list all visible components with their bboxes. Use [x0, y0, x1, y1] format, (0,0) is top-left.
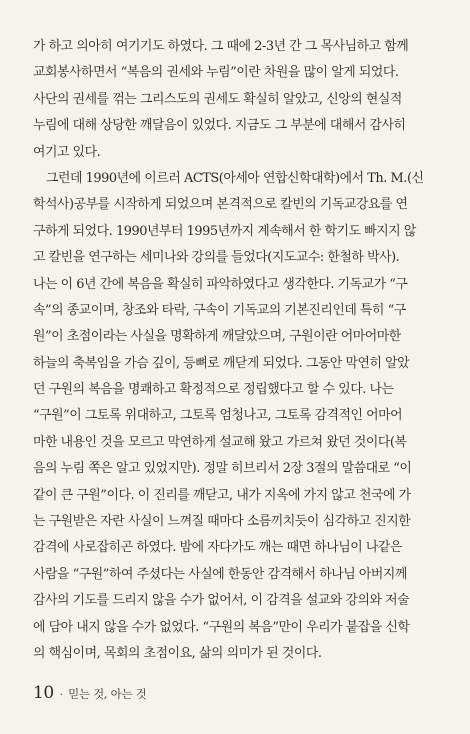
text-line: 던 구원의 복음을 명쾌하고 확정적으로 정립했다고 할 수 있다. 나는: [33, 382, 394, 398]
text-line: 교회봉사하면서 “복음의 권세와 누림”이란 차원을 많이 알게 되었다.: [33, 65, 399, 81]
text-line: 속”의 종교이며, 창조와 타락, 구속이 기독교의 기본진리인데 특히 “구: [33, 302, 406, 318]
text-line: 나는 이 6년 간에 복음을 확실히 파악하였다고 생각한다. 기독교가 “구: [33, 276, 408, 292]
text-line: 같이 큰 구원”이다. 이 진리를 깨닫고, 내가 지옥에 가지 않고 천국에 가: [33, 487, 411, 503]
body-text: [33, 34, 437, 667]
footer-separator: ·: [59, 688, 64, 701]
text-line: 학석사)공부를 시작하게 되었으며 본격적으로 칼빈의 기독교강요를 연: [33, 197, 408, 213]
page-number: 10: [33, 683, 54, 703]
text-line: 여기고 있다.: [33, 144, 101, 160]
text-line: 누림에 대해 상당한 깨달음이 있었다. 지금도 그 부분에 대해서 감사히: [33, 118, 406, 134]
paragraph-2: [33, 166, 437, 667]
book-title: 믿는 것, 아는 것: [68, 687, 147, 701]
text-line: 사단의 권세를 꺾는 그리스도의 권세도 확실히 알았고, 신앙의 현실적: [33, 91, 402, 107]
text-line: 사람을 “구원”하여 주셨다는 사실에 한동안 감격해서 하나님 아버지께: [33, 566, 407, 582]
paragraph-1: [33, 34, 437, 166]
text-line: 마한 내용인 것을 모르고 막연하게 설교해 왔고 가르쳐 왔던 것이다(복: [33, 434, 407, 450]
text-line: 에 담아 내지 않을 수가 없었다. “구원의 복음”만이 우리가 붙잡을 신학: [33, 619, 410, 635]
text-line: 구하게 되었다. 1990년부터 1995년까지 계속해서 한 학기도 빠지지 않: [33, 223, 416, 239]
text-line: 원”이 초점이라는 사실을 명확하게 깨달았으며, 구원이란 어마어마한: [33, 329, 401, 345]
text-line: 는 구원받은 자란 사실이 느껴질 때마다 소름끼치듯이 심각하고 진지한: [33, 514, 411, 530]
text-line: 그런데 1990년에 이르러 ACTS(아세아 연합신학대학)에서 Th. M.(신: [46, 170, 424, 186]
text-line: 고 칼빈을 연구하는 세미나와 강의를 들었다(지도교수: 한철하 박사).: [33, 250, 400, 266]
text-line: 감사의 기도를 드리지 않을 수가 없어서, 이 감격을 설교와 강의와 저술: [33, 593, 410, 609]
text-line: 가 하고 의아히 여기기도 하였다. 그 때에 2-3년 간 그 목사님하고 함께: [33, 39, 409, 54]
text-line: 의 핵심이며, 목회의 초점이요, 삶의 의미가 된 것이다.: [33, 645, 322, 661]
text-line: 음의 누림 쪽은 알고 있었지만). 정말 히브리서 2장 3절의 말씀대로 “이: [33, 461, 412, 477]
text-line: 하늘의 축복임을 가슴 깊이, 등뼈로 깨닫게 되었다. 그동안 막연히 알았: [33, 355, 410, 371]
page-footer: [33, 683, 146, 703]
text-line: 감격에 사로잡히곤 하였다. 밤에 자다가도 깨는 때면 하나님이 나같은: [33, 540, 402, 556]
text-line: “구원”이 그토록 위대하고, 그토록 엄청나고, 그토록 감격적인 어마어: [33, 408, 403, 424]
